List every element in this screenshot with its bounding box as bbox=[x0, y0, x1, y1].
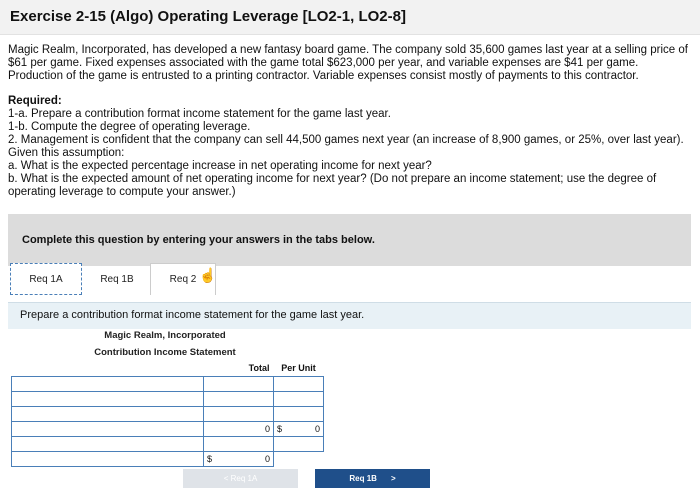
problem-intro bbox=[8, 44, 694, 83]
required-heading: Required: bbox=[8, 95, 62, 107]
total-value: 0 bbox=[264, 453, 270, 464]
per-unit-header: Per Unit bbox=[274, 361, 324, 376]
tab-req-2[interactable]: Req 2 bbox=[150, 263, 216, 295]
total-value: 0 bbox=[264, 423, 270, 434]
required-line: operating leverage to compute your answer.) bbox=[8, 186, 236, 198]
income-statement-table bbox=[11, 361, 324, 467]
per-unit-value: 0 bbox=[314, 423, 320, 434]
total-header: Total bbox=[204, 361, 274, 376]
line-item-input[interactable] bbox=[12, 376, 204, 391]
intro-line: Magic Realm, Incorporated, has developed a new fantasy board game. The company sold 35,600 games last year at a selling price of bbox=[8, 44, 688, 56]
per-unit-input[interactable] bbox=[274, 406, 324, 421]
total-input[interactable] bbox=[204, 406, 274, 421]
total-input[interactable] bbox=[204, 376, 274, 391]
company-name: Magic Realm, Incorporated bbox=[104, 330, 226, 341]
required-line: b. What is the expected amount of net operating income for next year? (Do not prepare an income statement; use the degree of bbox=[8, 173, 657, 185]
currency-symbol: $ bbox=[277, 423, 283, 434]
intro-line: $61 per game. Fixed expenses associated with the game total $623,000 per year, and variable expenses are $41 per game. bbox=[8, 57, 639, 69]
intro-line: Production of the game is entrusted to a printing contractor. Variable expenses consist mostly of payments to this contractor. bbox=[8, 70, 639, 82]
next-button[interactable] bbox=[315, 469, 430, 488]
next-label: Req 1B bbox=[349, 474, 377, 483]
per-unit-input[interactable] bbox=[274, 391, 324, 406]
table-row bbox=[12, 376, 324, 391]
prev-label: Req 1A bbox=[230, 474, 258, 483]
line-item-input[interactable] bbox=[12, 391, 204, 406]
per-unit-input[interactable] bbox=[274, 376, 324, 391]
currency-symbol: $ bbox=[207, 453, 213, 464]
required-line: 1-a. Prepare a contribution format income statement for the game last year. bbox=[8, 108, 391, 120]
line-item-input[interactable] bbox=[12, 421, 204, 436]
requirements bbox=[8, 95, 694, 199]
table-row bbox=[12, 406, 324, 421]
hand-cursor-icon: ☝ bbox=[199, 267, 217, 283]
line-item-input[interactable] bbox=[12, 451, 204, 466]
required-line: Given this assumption: bbox=[8, 147, 125, 159]
tab-req-1b[interactable]: Req 1B bbox=[100, 273, 134, 285]
total-input[interactable] bbox=[204, 391, 274, 406]
next-icon: > bbox=[390, 474, 396, 483]
prev-button[interactable] bbox=[183, 469, 298, 488]
required-line: 1-b. Compute the degree of operating leverage. bbox=[8, 121, 251, 133]
total-input[interactable] bbox=[204, 436, 274, 451]
title-bar bbox=[0, 0, 700, 35]
page-title: Exercise 2-15 (Algo) Operating Leverage [LO2-1, LO2-8] bbox=[10, 8, 406, 25]
prev-icon: < bbox=[223, 474, 229, 483]
per-unit-input[interactable] bbox=[274, 436, 324, 451]
line-item-input[interactable] bbox=[12, 406, 204, 421]
table-row bbox=[12, 451, 324, 466]
required-line: a. What is the expected percentage increase in net operating income for next year? bbox=[8, 160, 432, 172]
tab-req-1a[interactable]: Req 1A bbox=[10, 263, 82, 295]
table-row bbox=[12, 391, 324, 406]
line-item-input[interactable] bbox=[12, 436, 204, 451]
prompt-text: Prepare a contribution format income statement for the game last year. bbox=[20, 309, 365, 321]
required-line: 2. Management is confident that the company can sell 44,500 games next year (an increase of 8,900 games, or 25%, over last year). bbox=[8, 134, 684, 146]
prompt-bar bbox=[8, 302, 691, 329]
instruction-text: Complete this question by entering your answers in the tabs below. bbox=[22, 234, 375, 246]
instruction-box bbox=[8, 214, 691, 266]
table-row bbox=[12, 421, 324, 436]
table-row bbox=[12, 436, 324, 451]
statement-name: Contribution Income Statement bbox=[94, 347, 236, 358]
